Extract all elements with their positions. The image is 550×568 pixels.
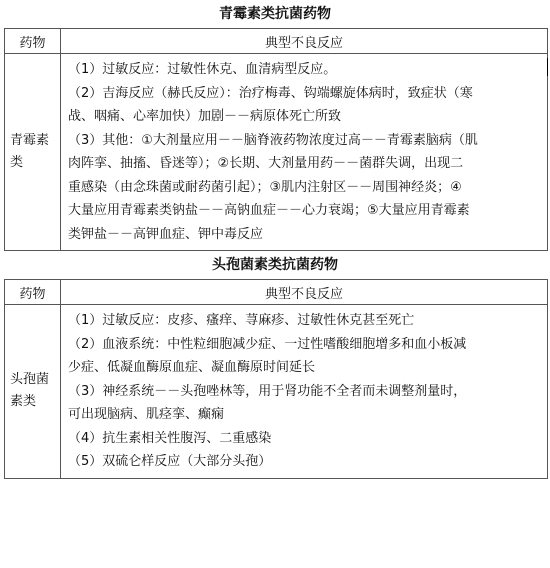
section2-row [5,305,548,479]
reaction-line: （1）过敏反应：皮疹、瘙痒、荨麻疹、过敏性休克甚至死亡 [68,313,415,328]
section1-header-row [5,29,548,54]
section1-header-drug: 药物 [5,29,61,54]
section2-header-row [5,280,548,305]
reaction-line: 战、咽痛、心率加快）加剧－－病原体死亡所致 [68,109,342,124]
reaction-line: （2）血液系统：中性粒细胞减少症、一过性嗜酸细胞增多和血小板减 [68,336,467,352]
section2-header-drug: 药物 [5,280,61,305]
reaction-line: （3）神经系统－－头孢唑林等，用于肾功能不全者而未调整剂量时， [68,383,467,399]
section2-table [4,279,548,479]
reaction-line: （2）吉海反应（赫氏反应）：治疗梅毒、钩端螺旋体病时，致症状（寒 [68,85,473,101]
section1-table [4,28,548,251]
section1-reactions [61,54,548,251]
reaction-line: 肉阵挛、抽搐、昏迷等）；②长期、大剂量用药－－菌群失调，出现二 [68,156,464,171]
section2-reactions [61,305,548,479]
section2-header-reaction: 典型不良反应 [61,280,548,305]
reaction-line: 大量应用青霉素类钠盐－－高钠血症－－心力衰竭；⑤大量应用青霉素 [68,203,470,218]
reaction-line: （4）抗生素相关性腹泻、二重感染 [68,430,272,446]
section1-header-reaction: 典型不良反应 [61,29,548,54]
reaction-line: （3）其他：①大剂量应用－－脑脊液药物浓度过高－－青霉素脑病（肌 [68,132,478,148]
section2-drug-name: 头孢菌 素类 [5,305,61,479]
text-cursor [547,58,548,76]
reaction-line: （5）双硫仑样反应（大部分头孢） [68,454,272,469]
section2-title: 头孢菌素类抗菌药物 [212,257,338,273]
section1-drug-name: 青霉素 类 [5,54,61,251]
section1-title: 青霉素类抗菌药物 [219,6,331,22]
reaction-line: 重感染（由念珠菌或耐药菌引起）；③肌内注射区－－周围神经炎；④ [68,179,462,195]
section1-row [5,54,548,251]
reaction-line: （1）过敏反应：过敏性休克、血清病型反应。 [68,62,337,77]
reaction-line: 少症、低凝血酶原血症、凝血酶原时间延长 [68,360,316,375]
reaction-line: 可出现脑病、肌痉挛、癫痫 [68,407,225,422]
reaction-line: 类钾盐－－高钾血症、钾中毒反应 [68,226,264,242]
